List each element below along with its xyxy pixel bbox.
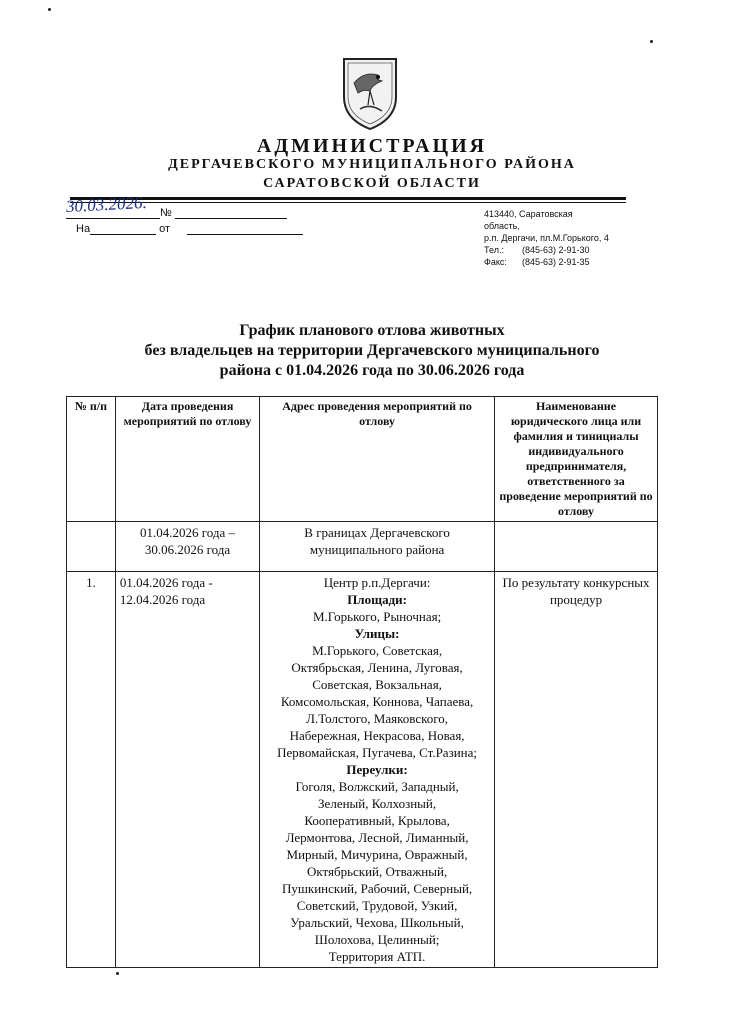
street-line: Октябрьская, Ленина, Луговая, — [291, 660, 463, 675]
summary-address: В границах Дергачевского муниципального района — [260, 522, 495, 572]
address-line: 413440, Саратовская — [484, 209, 573, 219]
squares-label: Площади: — [347, 592, 407, 607]
row-address — [260, 572, 495, 968]
summary-num — [67, 522, 116, 572]
header-administration: АДМИНИСТРАЦИЯ — [256, 135, 488, 157]
lane-line: Гоголя, Волжский, Западный, — [295, 779, 459, 794]
header-address: Адрес проведения мероприятий по отлову — [260, 397, 495, 522]
reg-number-label: № — [160, 207, 172, 219]
lane-line: Зеленый, Колхозный, — [318, 796, 437, 811]
phone-row — [484, 244, 644, 256]
street-line: Л.Толстого, Маяковского, — [306, 711, 449, 726]
street-line: Комсомольская, Коннова, Чапаева, — [280, 694, 474, 709]
document-title-line-1: График планового отлова животных — [239, 322, 505, 339]
scan-speck — [650, 40, 653, 43]
schedule-table — [66, 396, 658, 968]
reg-number-line — [175, 206, 287, 219]
reg-reference-field — [76, 222, 303, 235]
address-line: область, — [484, 221, 520, 231]
table-header-row — [67, 397, 658, 522]
row-responsible: По результату конкурсных процедур — [495, 572, 658, 968]
phone-label: Тел.: — [484, 245, 504, 255]
header-rule-thick — [70, 197, 626, 200]
lane-line: Уральский, Чехова, Школьный, — [290, 915, 464, 930]
header-num: № п/п — [67, 397, 116, 522]
lane-line: Мирный, Мичурина, Овражный, — [286, 847, 468, 862]
reg-number-field — [66, 206, 287, 219]
lane-line: Кооперативный, Крылова, — [304, 813, 450, 828]
fax-row — [484, 256, 644, 268]
document-title-line-2: без владельцев на территории Дергачевского муниципального — [144, 342, 600, 359]
row-date: 01.04.2026 года - 12.04.2026 года — [115, 572, 259, 968]
reg-na-label: На — [76, 223, 91, 235]
scan-speck — [116, 972, 119, 975]
header-district: ДЕРГАЧЕВСКОГО МУНИЦИПАЛЬНОГО РАЙОНА — [168, 157, 576, 172]
lanes-label: Переулки: — [346, 762, 408, 777]
coat-of-arms-icon — [330, 53, 410, 133]
summary-date: 01.04.2026 года – 30.06.2026 года — [115, 522, 259, 572]
summary-responsible — [495, 522, 658, 572]
lane-line: Пушкинский, Рабочий, Северный, — [281, 881, 473, 896]
address-line: р.п. Дергачи, пл.М.Горького, 4 — [484, 233, 609, 243]
header-responsible: Наименование юридического лица или фамилия и тинициалы индивидуального предпринимателя, ответственного за проведение мероприятий по отлову — [495, 397, 658, 522]
street-line: Первомайская, Пугачева, Ст.Разина; — [277, 745, 478, 760]
phone-value: (845-63) 2-91-30 — [522, 245, 590, 255]
lane-line: Лермонтова, Лесной, Лиманный, — [285, 830, 469, 845]
header-rule-thin — [70, 202, 626, 203]
address-intro: Центр р.п.Дергачи: — [323, 575, 431, 590]
lane-line: Советский, Трудовой, Узкий, — [296, 898, 458, 913]
fax-value: (845-63) 2-91-35 — [522, 257, 590, 267]
squares-list: М.Горького, Рыночная; — [312, 609, 442, 624]
row-num: 1. — [67, 572, 116, 968]
streets-label: Улицы: — [354, 626, 400, 641]
table-row — [67, 572, 658, 968]
street-line: Набережная, Некрасова, Новая, — [289, 728, 465, 743]
street-line: М.Горького, Советская, — [312, 643, 443, 658]
header-date: Дата проведения мероприятий по отлову — [115, 397, 259, 522]
street-line: Советская, Вокзальная, — [312, 677, 442, 692]
table-row — [67, 522, 658, 572]
handwritten-date: 30.03.2026. — [65, 192, 148, 217]
reg-na-line — [90, 222, 156, 235]
header-region: САРАТОВСКОЙ ОБЛАСТИ — [263, 176, 481, 191]
reg-date-line — [66, 206, 160, 219]
scan-speck — [48, 8, 51, 11]
document-title-line-3: района с 01.04.2026 года по 30.06.2026 года — [219, 362, 525, 379]
lane-line: Октябрьский, Отважный, — [306, 864, 448, 879]
reg-ot-line — [187, 222, 303, 235]
reg-ot-label: от — [159, 223, 171, 235]
fax-label: Факс: — [484, 257, 507, 267]
territory-line: Территория АТП. — [328, 949, 426, 964]
lane-line: Шолохова, Целинный; — [314, 932, 440, 947]
sender-address — [484, 208, 644, 268]
